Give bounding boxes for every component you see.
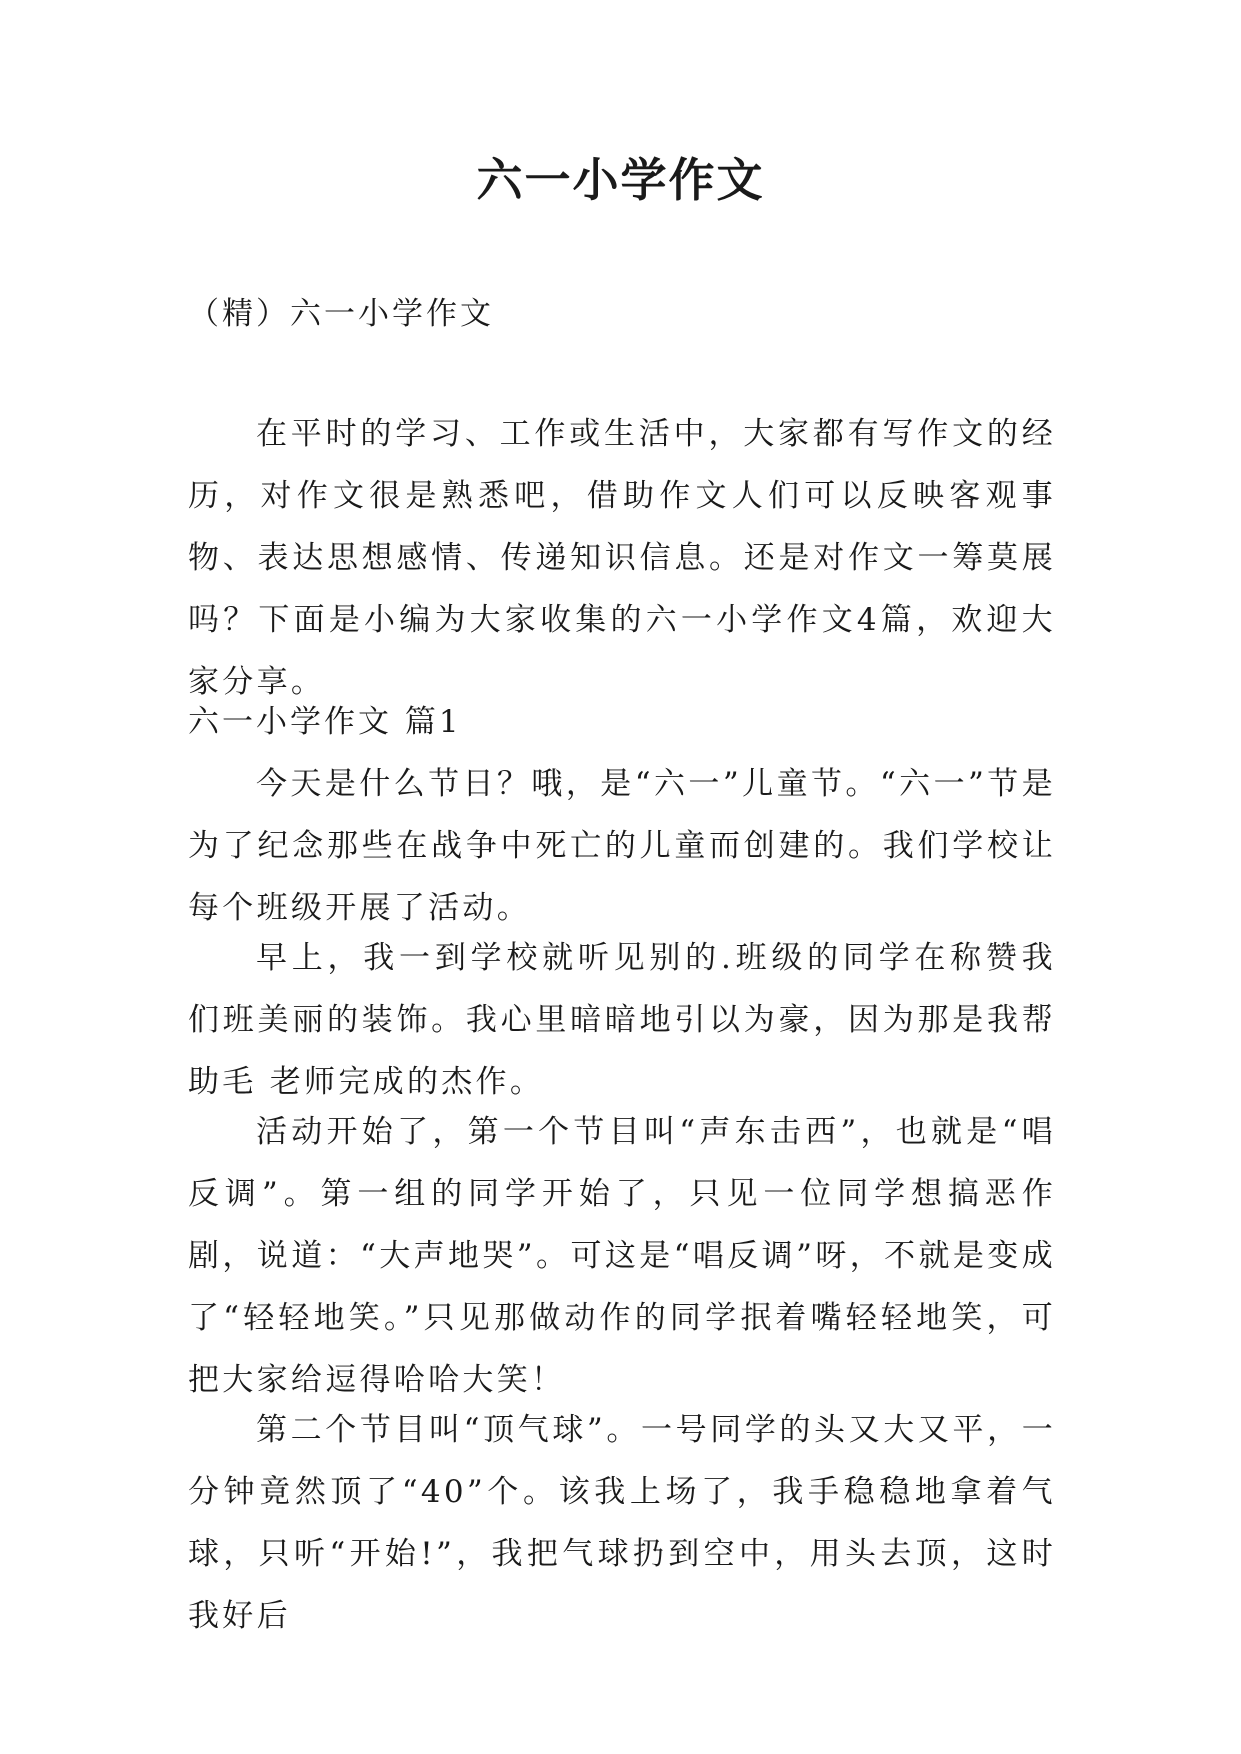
document-subtitle: （精）六一小学作文 [188, 296, 494, 332]
intro-paragraph: 在平时的学习、工作或生活中，大家都有写作文的经历，对作文很是熟悉吧，借助作文人们可以反映客观事物、表达思想感情、传递知识信息。还是对作文一筹莫展吗？下面是小编为大家收集的六一小学作文4篇，欢迎大家分享。 [188, 416, 1056, 700]
body-paragraph-3: 活动开始了，第一个节目叫“声东击西”，也就是“唱反调”。第一组的同学开始了，只见一位同学想搞恶作剧，说道：“大声地哭”。可这是“唱反调”呀，不就是变成了“轻轻地笑。”只见那做动作的同学抿着嘴轻轻地笑，可把大家给逗得哈哈大笑！ [188, 1114, 1056, 1398]
body-paragraph-4: 第二个节目叫“顶气球”。一号同学的头又大又平，一分钟竟然顶了“40”个。该我上场了，我手稳稳地拿着气球，只听“开始!”，我把气球扔到空中，用头去顶，这时我好后 [188, 1412, 1056, 1634]
document-title: 六一小学作文 [476, 153, 765, 207]
body-paragraph-2: 早上，我一到学校就听见别的.班级的同学在称赞我们班美丽的装饰。我心里暗暗地引以为豪，因为那是我帮助毛 老师完成的杰作。 [188, 940, 1056, 1100]
body-paragraph-1: 今天是什么节日？哦，是“六一”儿童节。“六一”节是为了纪念那些在战争中死亡的儿童而创建的。我们学校让每个班级开展了活动。 [188, 766, 1056, 926]
section-heading: 六一小学作文 篇1 [188, 704, 462, 740]
